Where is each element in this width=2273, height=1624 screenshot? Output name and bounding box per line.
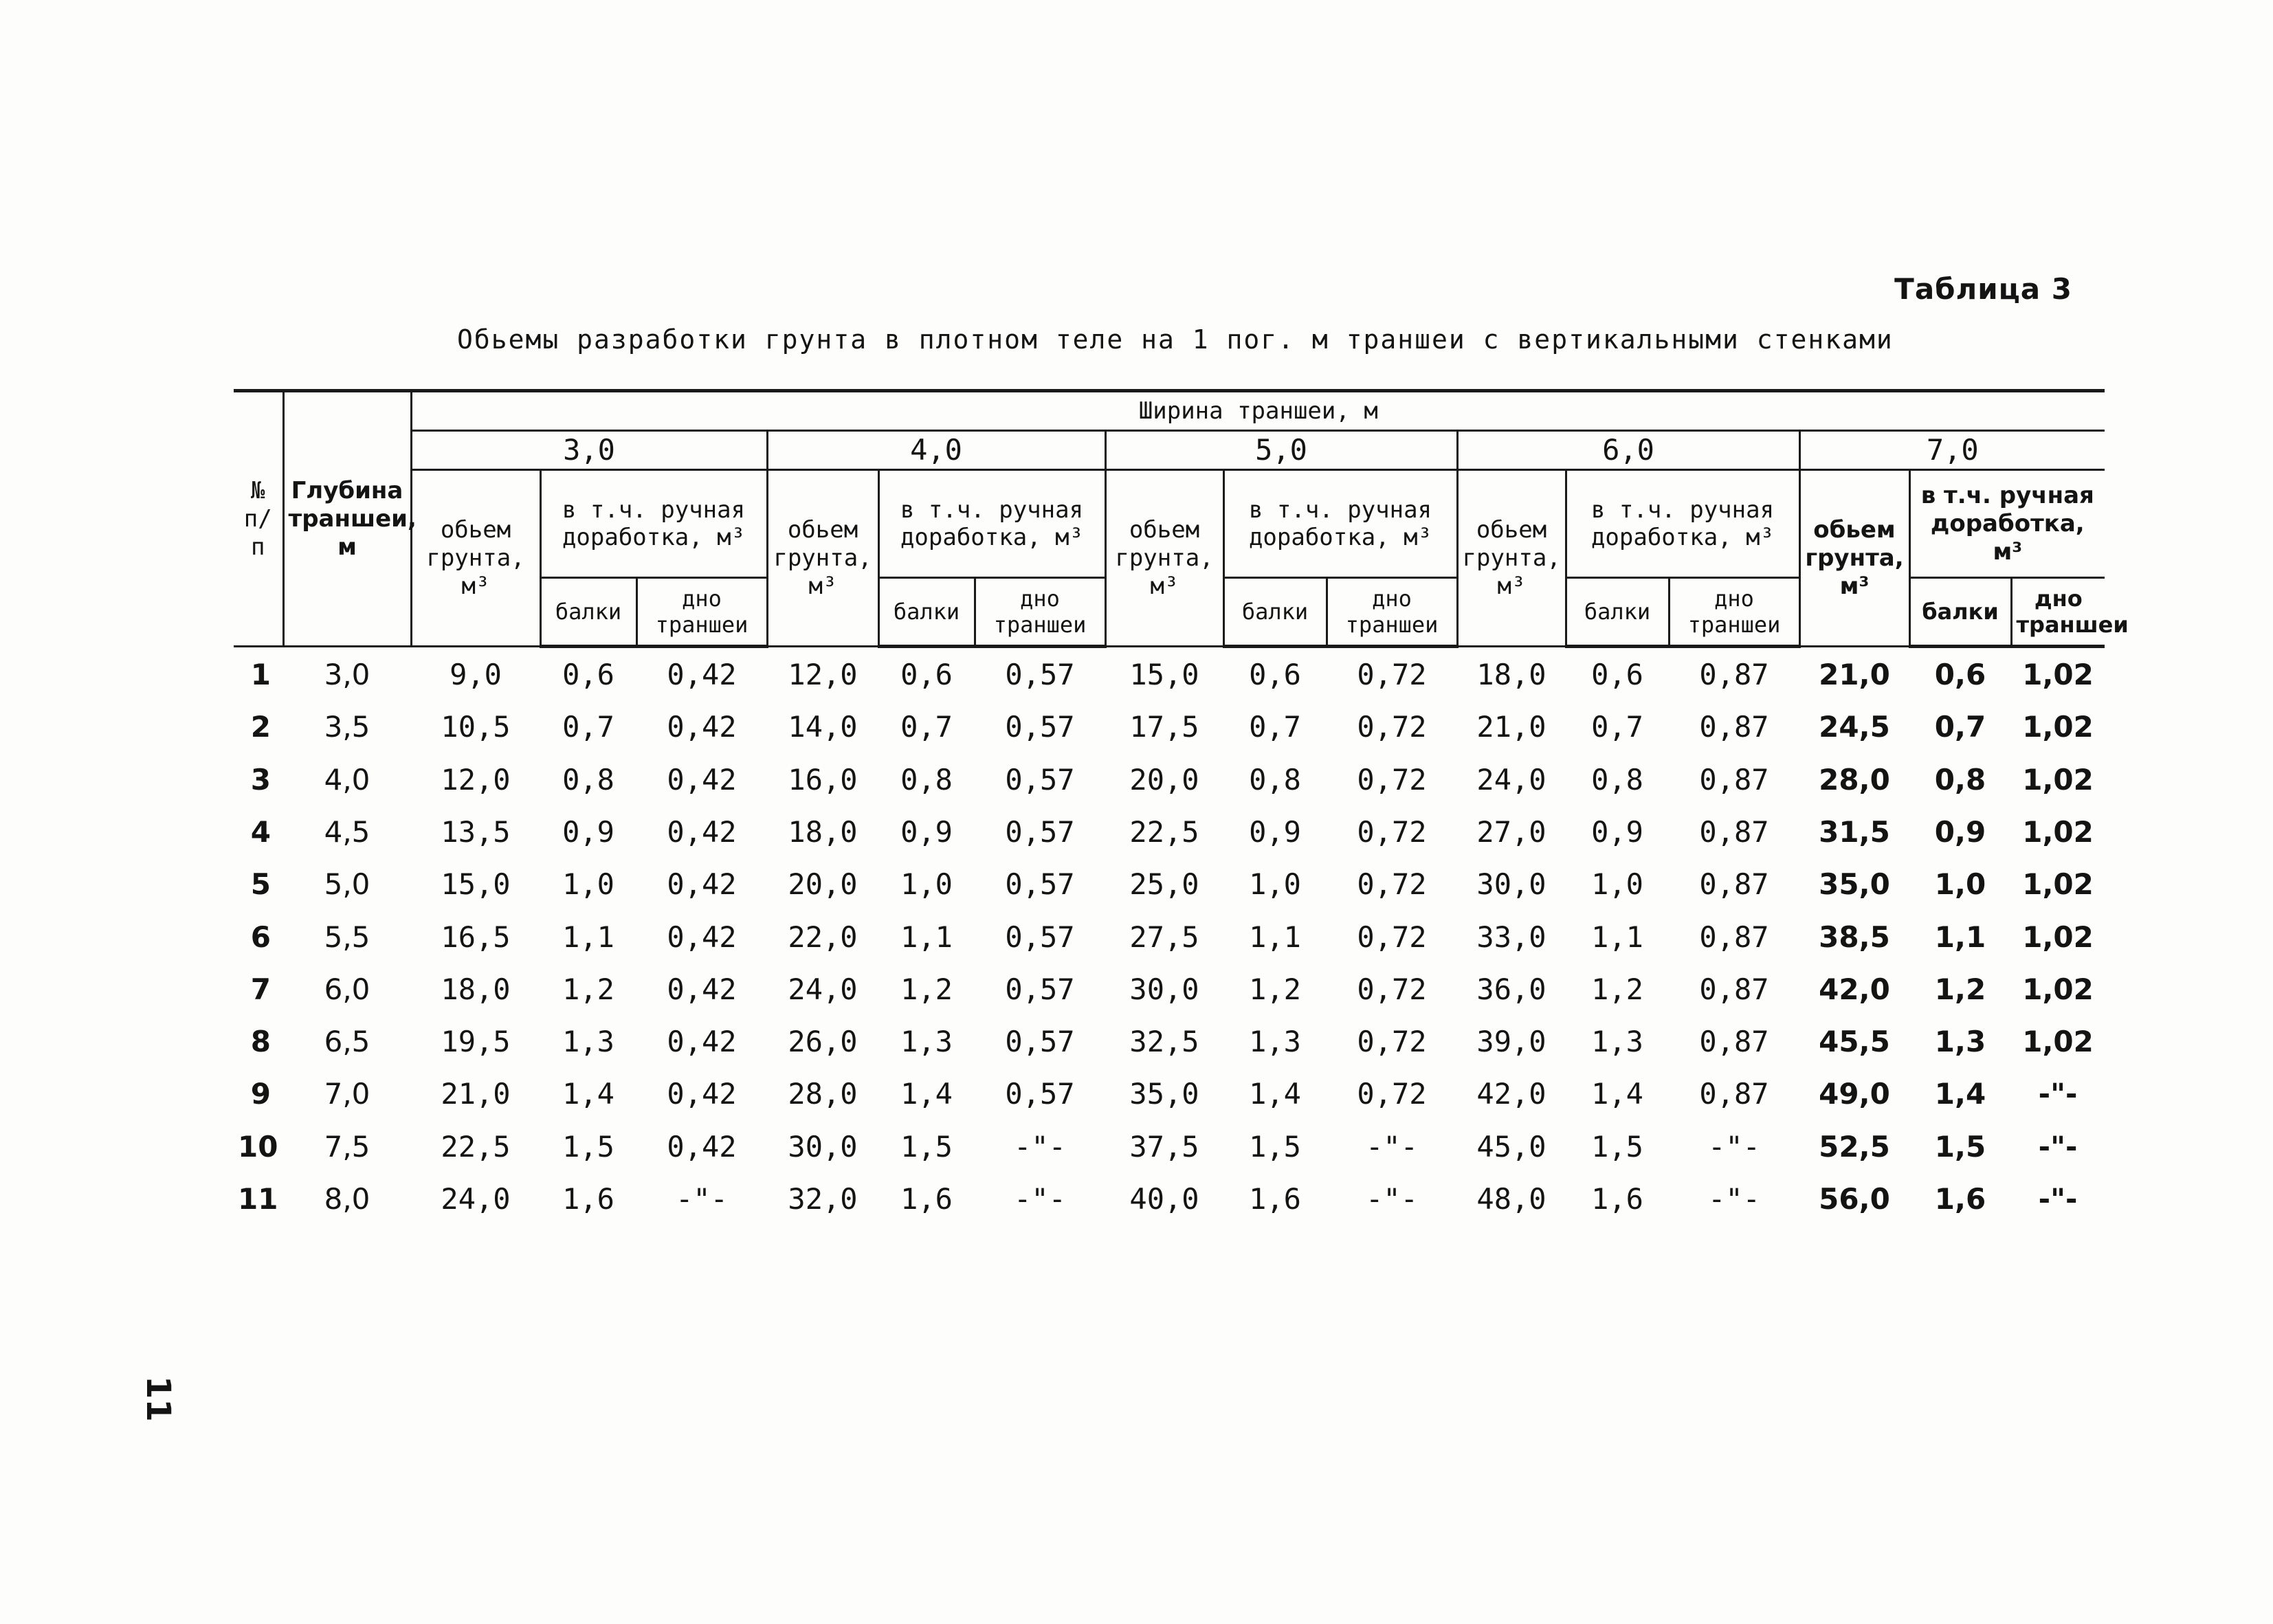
volume-cell: 15,0 xyxy=(1129,657,1199,691)
volume-cell: 24,5 xyxy=(1819,710,1890,744)
bottom-cell: -"- xyxy=(2038,1077,2078,1111)
volume-cell: 10,5 xyxy=(441,710,511,744)
width-4: 4,0 xyxy=(767,431,1105,470)
bottom-cell: 0,72 xyxy=(1357,972,1427,1006)
volume-cell: 40,0 xyxy=(1129,1182,1199,1216)
bottom-cell: 0,57 xyxy=(1005,972,1075,1006)
width-3: 3,0 xyxy=(411,431,767,470)
beams-cell: 0,6 xyxy=(1934,658,1986,692)
beams-cell: 1,2 xyxy=(900,972,953,1006)
header-beams: балки xyxy=(1223,578,1327,647)
beams-cell: 0,7 xyxy=(1591,710,1643,744)
beams-cell: 1,4 xyxy=(1249,1077,1301,1111)
beams-cell: 1,5 xyxy=(1591,1129,1643,1164)
depth-cell: 7,0 xyxy=(324,1077,370,1111)
bottom-cell: 1,02 xyxy=(2022,1025,2094,1059)
beams-cell: 0,8 xyxy=(1249,762,1301,797)
volume-cell: 24,0 xyxy=(441,1182,511,1216)
beams-cell: 1,5 xyxy=(900,1129,953,1164)
beams-cell: 1,6 xyxy=(562,1182,614,1216)
beams-cell: 0,7 xyxy=(1249,710,1301,744)
header-num: № п/п xyxy=(234,391,283,647)
volume-cell: 12,0 xyxy=(788,657,858,691)
depth-cell: 3,5 xyxy=(324,710,370,744)
beams-cell: 1,2 xyxy=(562,972,614,1006)
depth-cell: 8,0 xyxy=(324,1182,370,1216)
volume-cell: 52,5 xyxy=(1819,1129,1890,1164)
volume-cell: 20,0 xyxy=(1129,762,1199,797)
bottom-cell: 0,57 xyxy=(1005,1025,1075,1059)
volume-cell: 17,5 xyxy=(1129,710,1199,744)
volume-cell: 21,0 xyxy=(1476,710,1546,744)
volume-cell: 16,0 xyxy=(788,762,858,797)
header-beams: балки xyxy=(878,578,975,647)
width-7: 7,0 xyxy=(1799,431,2105,470)
bottom-cell: 0,42 xyxy=(667,920,737,954)
beams-cell: 0,9 xyxy=(1591,814,1643,849)
volume-cell: 18,0 xyxy=(441,972,511,1006)
bottom-cell: 0,42 xyxy=(667,762,737,797)
header-beams: балки xyxy=(1909,578,2011,647)
volume-cell: 32,5 xyxy=(1129,1025,1199,1059)
volume-cell: 35,0 xyxy=(1819,867,1890,902)
row-number: 10 xyxy=(238,1129,278,1164)
volume-cell: 31,5 xyxy=(1819,814,1890,849)
volume-cell: 30,0 xyxy=(788,1129,858,1164)
beams-cell: 1,3 xyxy=(1249,1025,1301,1059)
volume-cell: 33,0 xyxy=(1476,920,1546,954)
table-row xyxy=(234,858,2105,911)
depth-cell: 6,5 xyxy=(324,1025,370,1059)
depth-cell: 4,0 xyxy=(324,762,370,797)
bottom-cell: -"- xyxy=(1014,1129,1066,1164)
volume-cell: 16,5 xyxy=(441,920,511,954)
row-number: 11 xyxy=(238,1182,278,1216)
beams-cell: 1,4 xyxy=(1591,1077,1643,1111)
volume-cell: 26,0 xyxy=(788,1025,858,1059)
bottom-cell: 0,87 xyxy=(1699,920,1769,954)
beams-cell: 1,0 xyxy=(1249,867,1301,902)
header-beams: балки xyxy=(1566,578,1669,647)
bottom-cell: 0,87 xyxy=(1699,814,1769,849)
header-manual: в т.ч. ручная доработка, м³ xyxy=(540,470,767,578)
depth-cell: 5,5 xyxy=(324,920,370,954)
table-row xyxy=(234,1015,2105,1067)
beams-cell: 1,1 xyxy=(1249,920,1301,954)
header-manual: в т.ч. ручная доработка, м³ xyxy=(1223,470,1457,578)
row-number: 1 xyxy=(250,657,271,691)
bottom-cell: 0,87 xyxy=(1699,867,1769,902)
volume-cell: 28,0 xyxy=(788,1077,858,1111)
depth-cell: 6,0 xyxy=(324,972,370,1006)
beams-cell: 0,8 xyxy=(562,762,614,797)
bottom-cell: 0,72 xyxy=(1357,710,1427,744)
bottom-cell: 0,72 xyxy=(1357,1025,1427,1059)
table-caption: Обьемы разработки грунта в плотном теле на 1 пог. м траншеи с вертикальными стенками xyxy=(457,324,1894,355)
volume-cell: 9,0 xyxy=(450,657,502,691)
row-number: 6 xyxy=(250,920,271,954)
beams-cell: 0,6 xyxy=(562,658,614,692)
volume-cell: 24,0 xyxy=(1476,762,1546,797)
bottom-cell: 0,72 xyxy=(1357,762,1427,797)
volume-cell: 42,0 xyxy=(1476,1077,1546,1111)
table-row xyxy=(234,805,2105,858)
beams-cell: 1,0 xyxy=(1591,867,1643,902)
volume-cell: 36,0 xyxy=(1476,972,1546,1006)
bottom-cell: 1,02 xyxy=(2022,762,2094,797)
beams-cell: 1,3 xyxy=(1591,1025,1643,1059)
beams-cell: 0,8 xyxy=(1934,762,1986,797)
bottom-cell: -"- xyxy=(1366,1182,1418,1216)
header-volume: обьем грунта, м³ xyxy=(1457,470,1566,647)
bottom-cell: -"- xyxy=(1708,1182,1760,1216)
beams-cell: 0,8 xyxy=(900,762,953,797)
bottom-cell: -"- xyxy=(2038,1129,2078,1164)
bottom-cell: -"- xyxy=(1014,1182,1066,1216)
beams-cell: 1,3 xyxy=(1934,1025,1986,1059)
bottom-cell: 0,42 xyxy=(667,1129,737,1164)
bottom-cell: 0,72 xyxy=(1357,1077,1427,1111)
beams-cell: 0,9 xyxy=(562,814,614,849)
volume-cell: 32,0 xyxy=(788,1182,858,1216)
beams-cell: 0,7 xyxy=(1934,710,1986,744)
row-number: 7 xyxy=(250,972,271,1006)
bottom-cell: 0,42 xyxy=(667,658,737,692)
beams-cell: 1,2 xyxy=(1591,972,1643,1006)
bottom-cell: -"- xyxy=(1708,1129,1760,1164)
bottom-cell: 0,87 xyxy=(1699,762,1769,797)
width-5: 5,0 xyxy=(1105,431,1457,470)
volume-cell: 35,0 xyxy=(1129,1077,1199,1111)
header-bottom: дно траншеи xyxy=(1327,578,1457,647)
page-number: 11 xyxy=(139,1376,177,1422)
beams-cell: 0,6 xyxy=(1591,658,1643,692)
bottom-cell: 0,87 xyxy=(1699,1077,1769,1111)
bottom-cell: 0,42 xyxy=(667,1077,737,1111)
header-bottom: дно траншеи xyxy=(1669,578,1799,647)
width-6: 6,0 xyxy=(1457,431,1799,470)
volume-cell: 15,0 xyxy=(441,867,511,902)
beams-cell: 0,7 xyxy=(900,710,953,744)
header-volume: обьем грунта, м³ xyxy=(1799,470,1909,647)
row-number: 8 xyxy=(250,1025,271,1059)
beams-cell: 1,5 xyxy=(1934,1129,1986,1164)
beams-cell: 1,1 xyxy=(1934,920,1986,954)
bottom-cell: 0,72 xyxy=(1357,867,1427,902)
bottom-cell: 0,72 xyxy=(1357,814,1427,849)
bottom-cell: 1,02 xyxy=(2022,867,2094,902)
volume-cell: 49,0 xyxy=(1819,1077,1890,1111)
bottom-cell: -"- xyxy=(1366,1129,1418,1164)
beams-cell: 1,6 xyxy=(1249,1182,1301,1216)
bottom-cell: 0,57 xyxy=(1005,658,1075,692)
row-number: 9 xyxy=(250,1077,271,1111)
header-bottom: дно траншеи xyxy=(2011,578,2105,647)
depth-cell: 7,5 xyxy=(324,1129,370,1164)
beams-cell: 1,2 xyxy=(1934,972,1986,1006)
header-manual: в т.ч. ручная доработка, м³ xyxy=(878,470,1105,578)
volume-cell: 28,0 xyxy=(1819,762,1890,797)
row-number: 4 xyxy=(250,814,271,849)
table-row xyxy=(234,963,2105,1015)
volume-cell: 27,5 xyxy=(1129,920,1199,954)
bottom-cell: 0,72 xyxy=(1357,658,1427,692)
header-volume: обьем грунта, м³ xyxy=(411,470,540,647)
volume-cell: 37,5 xyxy=(1129,1129,1199,1164)
volume-cell: 22,5 xyxy=(1129,814,1199,849)
beams-cell: 0,9 xyxy=(1934,814,1986,849)
bottom-cell: 1,02 xyxy=(2022,710,2094,744)
beams-cell: 1,4 xyxy=(900,1077,953,1111)
volume-cell: 14,0 xyxy=(788,710,858,744)
beams-cell: 0,7 xyxy=(562,710,614,744)
volume-cell: 12,0 xyxy=(441,762,511,797)
bottom-cell: 1,02 xyxy=(2022,658,2094,692)
volume-cell: 45,5 xyxy=(1819,1025,1890,1059)
beams-cell: 1,5 xyxy=(562,1129,614,1164)
beams-cell: 1,1 xyxy=(562,920,614,954)
row-number: 2 xyxy=(250,710,271,744)
bottom-cell: 0,42 xyxy=(667,814,737,849)
volume-cell: 24,0 xyxy=(788,972,858,1006)
volume-cell: 19,5 xyxy=(441,1025,511,1059)
table-row xyxy=(234,647,2105,701)
table-body xyxy=(234,647,2105,1225)
bottom-cell: 0,42 xyxy=(667,1025,737,1059)
bottom-cell: 1,02 xyxy=(2022,972,2094,1006)
volume-cell: 18,0 xyxy=(1476,657,1546,691)
beams-cell: 1,2 xyxy=(1249,972,1301,1006)
header-volume: обьем грунта, м³ xyxy=(1105,470,1223,647)
beams-cell: 1,4 xyxy=(1934,1077,1986,1111)
bottom-cell: -"- xyxy=(2038,1182,2078,1216)
depth-cell: 5,0 xyxy=(324,867,370,902)
table-row xyxy=(234,1068,2105,1120)
row-number: 5 xyxy=(250,867,271,902)
bottom-cell: 0,72 xyxy=(1357,920,1427,954)
table-row xyxy=(234,1120,2105,1172)
bottom-cell: 0,57 xyxy=(1005,814,1075,849)
beams-cell: 1,0 xyxy=(1934,867,1986,902)
beams-cell: 0,6 xyxy=(1249,658,1301,692)
beams-cell: 1,3 xyxy=(562,1025,614,1059)
beams-cell: 1,0 xyxy=(562,867,614,902)
table-label: Таблица 3 xyxy=(1894,272,2072,306)
bottom-cell: 0,87 xyxy=(1699,658,1769,692)
bottom-cell: 0,42 xyxy=(667,972,737,1006)
bottom-cell: -"- xyxy=(676,1182,728,1216)
beams-cell: 1,4 xyxy=(562,1077,614,1111)
beams-cell: 1,3 xyxy=(900,1025,953,1059)
volume-cell: 39,0 xyxy=(1476,1025,1546,1059)
bottom-cell: 0,57 xyxy=(1005,1077,1075,1111)
beams-cell: 1,1 xyxy=(900,920,953,954)
volume-cell: 13,5 xyxy=(441,814,511,849)
header-manual: в т.ч. ручная доработка, м³ xyxy=(1909,470,2105,578)
bottom-cell: 0,87 xyxy=(1699,972,1769,1006)
volume-cell: 48,0 xyxy=(1476,1182,1546,1216)
bottom-cell: 0,57 xyxy=(1005,710,1075,744)
depth-cell: 3,0 xyxy=(324,657,370,691)
header-bottom: дно траншеи xyxy=(636,578,767,647)
bottom-cell: 0,87 xyxy=(1699,710,1769,744)
volume-cell: 42,0 xyxy=(1819,972,1890,1006)
volume-cell: 20,0 xyxy=(788,867,858,902)
volume-cell: 22,5 xyxy=(441,1129,511,1164)
header-manual: в т.ч. ручная доработка, м³ xyxy=(1566,470,1799,578)
header-bottom: дно траншеи xyxy=(975,578,1105,647)
volume-cell: 25,0 xyxy=(1129,867,1199,902)
table-row xyxy=(234,753,2105,805)
table-header xyxy=(234,391,2129,647)
volume-cell: 22,0 xyxy=(788,920,858,954)
beams-cell: 1,1 xyxy=(1591,920,1643,954)
beams-cell: 0,8 xyxy=(1591,762,1643,797)
bottom-cell: 0,87 xyxy=(1699,1025,1769,1059)
bottom-cell: 0,42 xyxy=(667,867,737,902)
volume-table xyxy=(234,389,2129,1225)
volume-cell: 45,0 xyxy=(1476,1129,1546,1164)
header-beams: балки xyxy=(540,578,636,647)
volume-cell: 30,0 xyxy=(1476,867,1546,902)
bottom-cell: 0,57 xyxy=(1005,867,1075,902)
volume-cell: 27,0 xyxy=(1476,814,1546,849)
volume-cell: 21,0 xyxy=(441,1077,511,1111)
beams-cell: 1,6 xyxy=(1934,1182,1986,1216)
depth-cell: 4,5 xyxy=(324,814,370,849)
table-row xyxy=(234,701,2105,753)
beams-cell: 0,9 xyxy=(900,814,953,849)
beams-cell: 1,5 xyxy=(1249,1129,1301,1164)
beams-cell: 1,0 xyxy=(900,867,953,902)
beams-cell: 1,6 xyxy=(1591,1182,1643,1216)
header-depth: Глубина траншеи, м xyxy=(283,391,411,647)
header-volume: обьем грунта, м³ xyxy=(767,470,878,647)
bottom-cell: 0,57 xyxy=(1005,920,1075,954)
volume-cell: 56,0 xyxy=(1819,1182,1890,1216)
table-row xyxy=(234,1172,2105,1225)
bottom-cell: 0,42 xyxy=(667,710,737,744)
bottom-cell: 1,02 xyxy=(2022,920,2094,954)
volume-cell: 38,5 xyxy=(1819,920,1890,954)
row-number: 3 xyxy=(250,762,271,797)
beams-cell: 1,6 xyxy=(900,1182,953,1216)
volume-cell: 21,0 xyxy=(1819,657,1890,691)
beams-cell: 0,6 xyxy=(900,658,953,692)
volume-cell: 30,0 xyxy=(1129,972,1199,1006)
table-row xyxy=(234,911,2105,963)
bottom-cell: 1,02 xyxy=(2022,814,2094,849)
header-width-group: Ширина траншеи, м xyxy=(411,391,2105,431)
volume-cell: 18,0 xyxy=(788,814,858,849)
bottom-cell: 0,57 xyxy=(1005,762,1075,797)
beams-cell: 0,9 xyxy=(1249,814,1301,849)
